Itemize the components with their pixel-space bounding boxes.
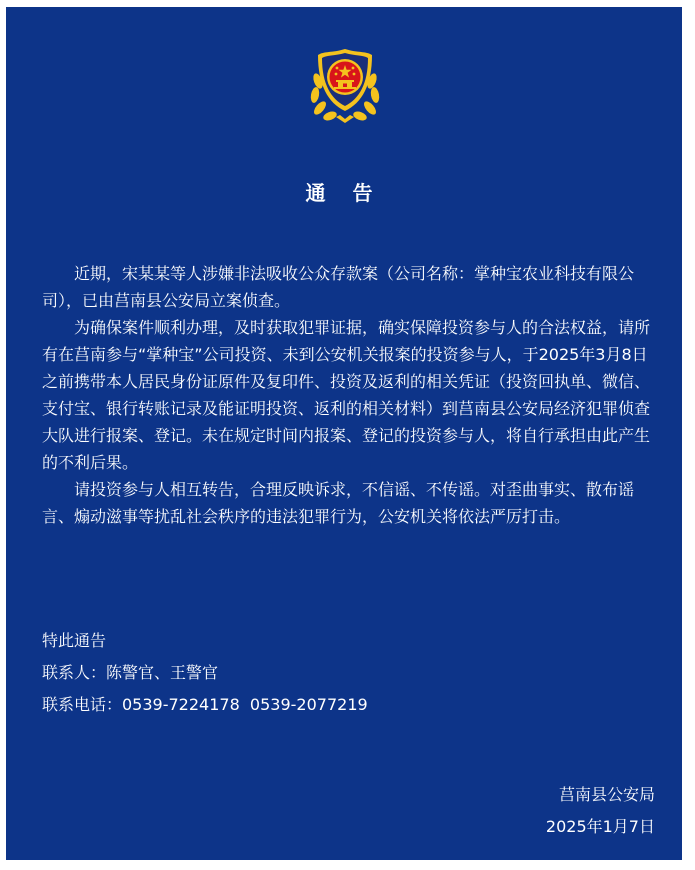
notice-title: 通 告 (305, 181, 383, 205)
police-emblem-icon (306, 45, 384, 125)
paragraph-rumor-warning: 请投资参与人相互转告，合理反映诉求，不信谣、不传谣。对歪曲事实、散布谣言、煽动滋事等扰乱社会秩序的违法犯罪行为，公安机关将依法严厉打击。 (42, 480, 635, 526)
issue-date: 2025年1月7日 (545, 817, 655, 836)
paragraph-report-instructions: 为确保案件顺利办理，及时获取犯罪证据，确实保障投资参与人的合法权益，请所有在莒南参与“掌种宝”公司投资、未到公安机关报案的投资参与人，于2025年3月8日之前携带本人居民身份证原件及复印件、投资及返利的相关凭证（投资回执单、微信、支付宝、银行转账记录及能证明投资、返利的相关材料）到莒南县公安局经济犯罪侦查大队进行报案、登记。未在规定时间内报案、登记的投资参与人，将自行承担由此产生的不利后果。 (42, 318, 651, 472)
notice-body (42, 260, 662, 530)
contact-person: 联系人：陈警官、王警官 (42, 663, 219, 682)
signature-block (546, 779, 655, 843)
notice-panel (6, 7, 682, 860)
closing-text: 特此通告 (42, 631, 107, 650)
issuer-name: 莒南县公安局 (558, 785, 655, 804)
contact-block (42, 625, 368, 721)
paragraph-case-filed: 近期，宋某某等人涉嫌非法吸收公众存款案（公司名称：掌种宝农业科技有限公司），已由莒南县公安局立案侦查。 (42, 264, 635, 310)
contact-phone: 联系电话：0539-7224178 0539-2077219 (42, 695, 368, 714)
